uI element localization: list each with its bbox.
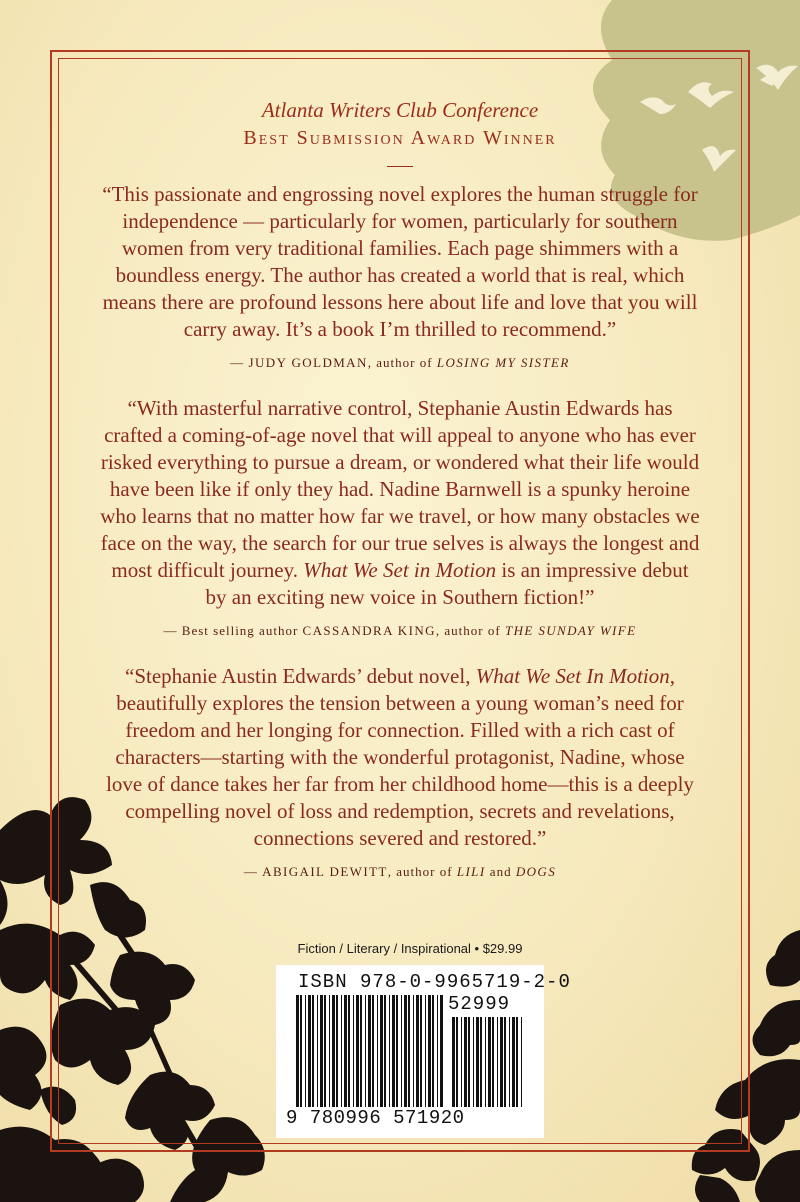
- barcode-bar: [389, 995, 390, 1107]
- barcode-bar: [384, 995, 386, 1107]
- barcode-bar: [440, 995, 443, 1107]
- back-cover-text: [100, 96, 700, 880]
- barcode-bar: [372, 995, 374, 1107]
- barcode-bar: [428, 995, 431, 1107]
- barcode-bar: [437, 995, 438, 1107]
- barcode-addon: [452, 1017, 524, 1107]
- blurb-attribution-2: — Best selling author CASSANDRA KING, author of THE SUNDAY WIFE: [163, 623, 637, 638]
- barcode-block: [276, 965, 571, 1138]
- blurb-quote-1: “This passionate and engrossing novel explores the human struggle for independence — particularly for women, particularly for southern women from very traditional families. Each page shimmers with a boundless energy. The author has created a world that is real, which means there are profound lessons here about life and love that you will carry away. It’s a book I’m thrilled to recommend.”: [102, 182, 698, 341]
- blurb-quote-2: “With masterful narrative control, Stephanie Austin Edwards has crafted a coming-of-age novel that will appeal to anyone who has ever risked everything to pursue a dream, or wondered what their life would have been like if only they had. Nadine Barnwell is a spunky heroine who learns that no matter how far we travel, or how many obstacles we face on the way, the search for our true selves is always the longest and most difficult journey. What We Set in Motion is an impressive debut by an exciting new voice in Southern fiction!”: [100, 396, 700, 609]
- barcode-bar: [368, 995, 371, 1107]
- barcode-bar: [485, 1017, 486, 1107]
- barcode-bar: [365, 995, 366, 1107]
- barcode-bar: [461, 1017, 462, 1107]
- barcode-bar: [296, 995, 299, 1107]
- blurb-attribution-1: — JUDY GOLDMAN, author of LOSING MY SISTER: [230, 355, 570, 370]
- barcode-bar: [512, 1017, 515, 1107]
- price-code: 52999: [448, 993, 511, 1015]
- barcode-bar: [509, 1017, 510, 1107]
- barcode-icon: [296, 995, 446, 1107]
- barcode-bar: [324, 995, 326, 1107]
- barcode-bar: [432, 995, 434, 1107]
- barcode-bar: [464, 1017, 467, 1107]
- barcode-bar: [344, 995, 347, 1107]
- barcode-bar: [332, 995, 335, 1107]
- barcode-bar: [360, 995, 362, 1107]
- barcode-bar: [392, 995, 395, 1107]
- ean-digits: 9 780996 571920: [286, 1107, 465, 1129]
- barcode-bar: [504, 1017, 506, 1107]
- barcode-bar: [476, 1017, 479, 1107]
- isbn-label: ISBN 978-0-9965719-2-0: [298, 971, 571, 993]
- barcode-bar: [480, 1017, 482, 1107]
- barcode-bar: [492, 1017, 494, 1107]
- divider: [387, 166, 413, 167]
- barcode-bar: [468, 1017, 470, 1107]
- barcode-bar: [456, 1017, 458, 1107]
- barcode-bar: [452, 1017, 455, 1107]
- barcode-bar: [317, 995, 318, 1107]
- barcode-bar: [425, 995, 426, 1107]
- award-title: Best Submission Award Winner: [243, 127, 557, 149]
- barcode-bar: [356, 995, 359, 1107]
- barcode-bar: [408, 995, 410, 1107]
- barcode-bar: [500, 1017, 503, 1107]
- barcode-bar: [336, 995, 338, 1107]
- barcode-bar: [308, 995, 311, 1107]
- blurb-attribution-3: — ABIGAIL DEWITT, author of LILI and DOGS: [243, 864, 557, 879]
- barcode-bar: [312, 995, 314, 1107]
- barcode-bar: [300, 995, 302, 1107]
- barcode-bar: [341, 995, 342, 1107]
- barcode-bar: [380, 995, 383, 1107]
- barcode-bar: [320, 995, 323, 1107]
- barcode-bar: [516, 1017, 518, 1107]
- barcode-bar: [377, 995, 378, 1107]
- barcode-bar: [404, 995, 407, 1107]
- barcode-bar: [420, 995, 422, 1107]
- barcode-bar: [521, 1017, 522, 1107]
- barcode-bar: [497, 1017, 498, 1107]
- blurb-quote-3: “Stephanie Austin Edwards’ debut novel, What We Set In Motion, beautifully explores the tension between a young woman’s need for freedom and her longing for connection. Filled with a rich cast of characters—starting with the wonderful protagonist, Nadine, whose love of dance takes her far from her childhood home—this is a deeply compelling novel of loss and redemption, secrets and revelations, connections severed and restored.”: [106, 664, 694, 850]
- barcode-bar: [413, 995, 414, 1107]
- barcode-bar: [305, 995, 306, 1107]
- category-price: Fiction / Literary / Inspirational • $29.99: [297, 941, 523, 956]
- barcode-bar: [353, 995, 354, 1107]
- barcode-bar: [329, 995, 330, 1107]
- barcode-bar: [348, 995, 350, 1107]
- barcode-bar: [473, 1017, 474, 1107]
- barcode-bar: [416, 995, 419, 1107]
- barcode-bar: [396, 995, 398, 1107]
- barcode-bar: [401, 995, 402, 1107]
- barcode-bar: [488, 1017, 491, 1107]
- award-conference: Atlanta Writers Club Conference: [261, 98, 539, 122]
